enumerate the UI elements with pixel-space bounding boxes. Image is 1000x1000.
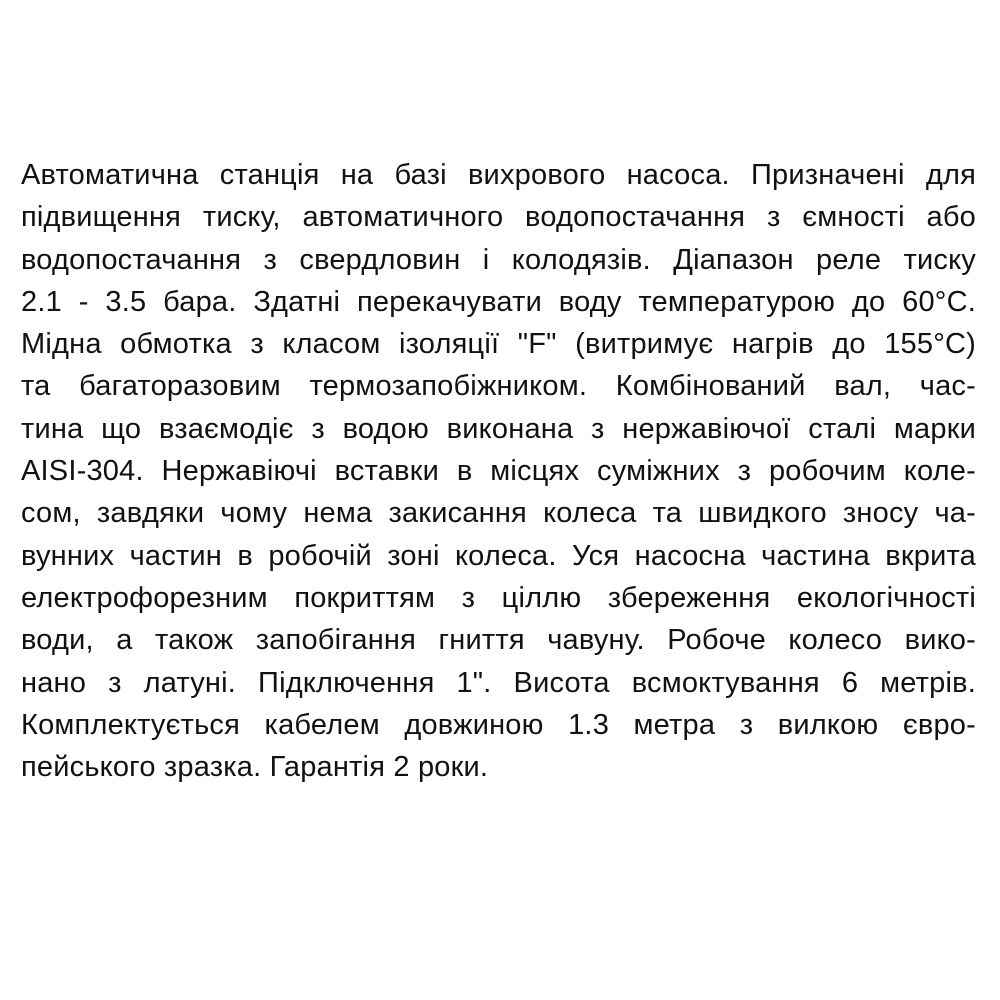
description-line: водопостачання з свердловин і колодязів. Діапазон реле тиску xyxy=(21,243,976,276)
description-line: підвищення тиску, автоматичного водопостачання з ємності або xyxy=(21,201,976,234)
description-line: сом, завдяки чому нема закисання колеса та швидкого зносу ча- xyxy=(21,497,976,530)
description-line: води, а також запобігання гниття чавуну. Робоче колесо вико- xyxy=(21,624,976,657)
description-line: Автоматична станція на базі вихрового насоса. Призначені для xyxy=(21,159,976,191)
description-line: Комплектується кабелем довжиною 1.3 метра з вилкою євро- xyxy=(21,708,976,741)
description-line: електрофорезним покриттям з ціллю збереження екологічності xyxy=(21,581,976,614)
description-line: тина що взаємодіє з водою виконана з нержавіючої сталі марки xyxy=(21,412,976,445)
description-line: AISI-304. Нержавіючі вставки в місцях суміжних з робочим коле- xyxy=(21,455,976,488)
description-line: пейського зразка. Гарантія 2 роки. xyxy=(21,751,489,784)
description-line: 2.1 - 3.5 бара. Здатні перекачувати воду температурою до 60°C. xyxy=(21,285,976,318)
description-line: нано з латуні. Підключення 1". Висота всмоктування 6 метрів. xyxy=(21,666,976,699)
product-description xyxy=(21,154,976,788)
description-line: вунних частин в робочій зоні колеса. Уся насосна частина вкрита xyxy=(21,539,976,572)
description-line: Мідна обмотка з класом ізоляції "F" (витримує нагрів до 155°C) xyxy=(21,328,976,361)
description-line: та багаторазовим термозапобіжником. Комбінований вал, час- xyxy=(21,370,976,403)
